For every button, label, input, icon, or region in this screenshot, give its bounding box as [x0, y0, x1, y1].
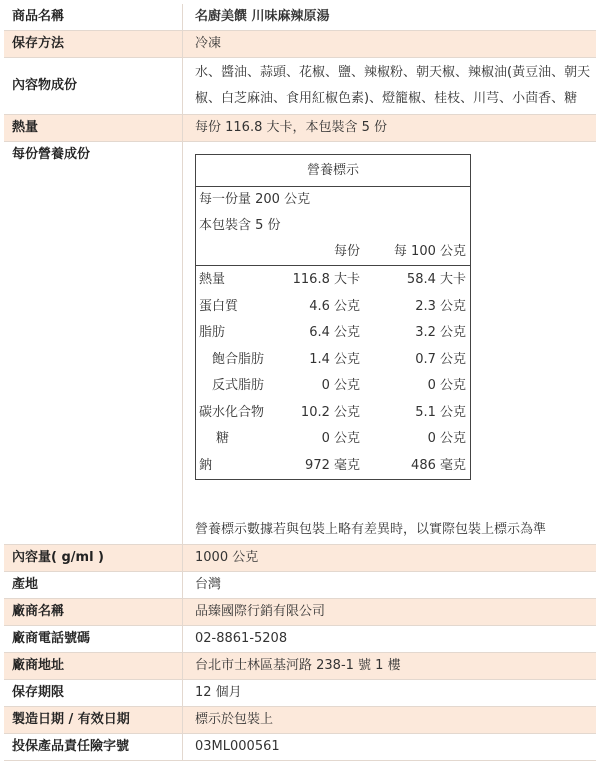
spec-label: 製造日期 / 有效日期 — [4, 707, 183, 734]
servings-per-package: 本包裝含 5 份 — [199, 218, 281, 233]
nutrient-per-100g: 5.1 公克 — [415, 404, 466, 420]
nutrient-name: 脂肪 — [199, 325, 226, 340]
serving-size: 每一份量 200 公克 — [199, 192, 311, 207]
spec-row-storage — [4, 31, 596, 58]
spec-label: 每份營養成份 — [4, 142, 183, 545]
spec-row-ingredients — [4, 58, 596, 115]
spec-value: 1000 公克 — [183, 545, 597, 572]
spec-row-origin — [4, 572, 596, 599]
nutrient-name: 碳水化合物 — [199, 404, 265, 420]
nutrient-per-100g: 0 公克 — [427, 431, 466, 446]
spec-value: 名廚美饌 川味麻辣原湯 — [183, 4, 597, 31]
spec-row-shelf-life — [4, 680, 596, 707]
nutrient-per-100g: 2.3 公克 — [415, 298, 466, 314]
nutrient-row — [196, 267, 470, 294]
spec-row-net-content — [4, 545, 596, 572]
nutrient-name: 蛋白質 — [199, 298, 239, 314]
spec-label: 廠商電話號碼 — [4, 626, 183, 653]
nutrient-row — [196, 347, 470, 374]
spec-label: 保存方法 — [4, 31, 183, 58]
spec-value: 台北市士林區基河路 238-1 號 1 樓 — [183, 653, 597, 680]
spec-label: 廠商名稱 — [4, 599, 183, 626]
spec-value: 品臻國際行銷有限公司 — [183, 599, 597, 626]
column-per-100g: 每 100 公克 — [393, 244, 466, 259]
spec-row-manufacturer — [4, 599, 596, 626]
nutrient-per-serving: 0 公克 — [321, 431, 360, 446]
nutrient-per-serving: 10.2 公克 — [300, 404, 360, 420]
spec-value: 每份 116.8 大卡，本包裝含 5 份 — [183, 115, 597, 142]
spec-row-product-name — [4, 4, 596, 31]
nutrient-per-serving: 1.4 公克 — [309, 351, 360, 367]
column-per-serving: 每份 — [333, 244, 360, 259]
nutrient-name: 熱量 — [199, 272, 226, 287]
spec-label: 廠商地址 — [4, 653, 183, 680]
product-spec-table — [4, 4, 596, 761]
nutrient-row — [196, 373, 470, 400]
nutrient-name: 鈉 — [199, 457, 213, 473]
spec-label: 保存期限 — [4, 680, 183, 707]
spec-value: 03ML000561 — [183, 734, 597, 761]
spec-label: 投保產品責任險字號 — [4, 734, 183, 761]
nutrient-row — [196, 294, 470, 321]
nutrient-row — [196, 320, 470, 347]
nutrient-per-serving: 116.8 大卡 — [292, 272, 360, 287]
nutrition-note: 營養標示數據若與包裝上略有差異時，以實際包裝上標示為準 — [195, 522, 547, 537]
spec-row-nutrition — [4, 142, 596, 545]
nutrition-facts-box — [195, 154, 471, 480]
nutrient-row — [196, 426, 470, 453]
spec-value: 水、醬油、蒜頭、花椒、鹽、辣椒粉、朝天椒、辣椒油(黃豆油、朝天椒、白芝麻油、食用紅椒色素)、燈籠椒、桂枝、川芎、小茴香、糖 — [183, 58, 597, 115]
spec-value: 02-8861-5208 — [183, 626, 597, 653]
nutrient-row — [196, 453, 470, 480]
spec-label: 內容量( g/ml ) — [4, 545, 183, 572]
spec-row-dates — [4, 707, 596, 734]
spec-label: 產地 — [4, 572, 183, 599]
spec-value: 標示於包裝上 — [183, 707, 597, 734]
spec-label: 內容物成份 — [4, 58, 183, 115]
nutrition-cell — [183, 142, 597, 545]
spec-value: 冷凍 — [183, 31, 597, 58]
nutrient-name: 飽合脂肪 — [212, 351, 265, 367]
nutrient-per-100g: 0 公克 — [427, 378, 466, 393]
spec-value: 台灣 — [183, 572, 597, 599]
nutrient-per-100g: 0.7 公克 — [415, 351, 466, 367]
nutrition-column-header — [196, 239, 470, 266]
nutrient-row — [196, 400, 470, 427]
nutrient-per-serving: 0 公克 — [321, 378, 360, 393]
nutrient-per-100g: 486 毫克 — [411, 457, 466, 473]
nutrient-name: 反式脂肪 — [212, 378, 265, 393]
spec-row-phone — [4, 626, 596, 653]
nutrient-per-serving: 972 毫克 — [305, 457, 360, 473]
nutrient-per-serving: 4.6 公克 — [309, 298, 360, 314]
nutrient-name: 糖 — [216, 431, 230, 446]
spec-row-insurance — [4, 734, 596, 761]
spec-row-calories — [4, 115, 596, 142]
nutrition-title: 營養標示 — [196, 155, 470, 187]
spec-value: 12 個月 — [183, 680, 597, 707]
spec-label: 熱量 — [4, 115, 183, 142]
nutrient-per-100g: 3.2 公克 — [415, 325, 466, 340]
spec-label: 商品名稱 — [4, 4, 183, 31]
spec-row-address — [4, 653, 596, 680]
nutrient-per-serving: 6.4 公克 — [309, 325, 360, 340]
nutrient-per-100g: 58.4 大卡 — [406, 272, 466, 287]
